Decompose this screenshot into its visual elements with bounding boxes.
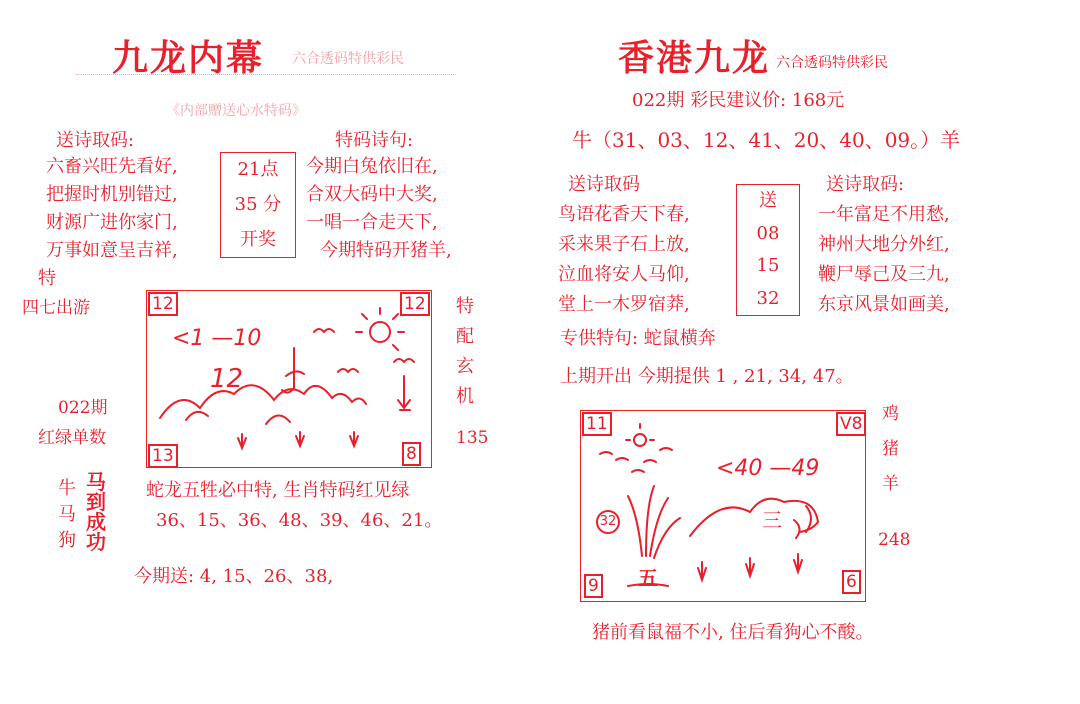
left-animals [58,478,76,552]
right-side-number: 248 [878,530,911,550]
success-char: 成 [86,510,106,534]
right-side-animals [882,404,899,495]
poem-line: 六畜兴旺先看好, [46,156,178,177]
right-subtitle: 六合透码特供彩民 [776,55,888,71]
poem-line: 一年富足不用愁, [818,204,950,225]
left-time-box [220,152,296,258]
poem-line: 神州大地分外红, [818,234,950,255]
right-bottom-line: 猪前看鼠福不小, 住后看狗心不酸。 [592,622,874,643]
poem-line: 今期白兔依旧在, [306,156,438,177]
right-cow-line: 牛（31、03、12、41、20、40、09。）羊 [572,128,961,152]
left-poem-send-label: 送诗取码: [56,130,135,151]
success-char: 马 [86,470,106,494]
poem-line: 鞭尸辱己及三九, [818,264,950,285]
poem-line: 一唱一合走天下, [306,212,438,233]
left-divider [76,74,456,75]
left-four-seven: 四七出游 [22,298,90,318]
left-send-line: 今期送: 4, 15、26、38, [134,566,334,587]
right-sketch-three: 三 [762,508,782,532]
left-corner-tr: 12 [400,292,430,316]
center-box-num: 08 [756,222,780,244]
time-draw: 开奖 [240,228,276,250]
left-title: 九龙内幕 [112,37,265,79]
left-prediction-line: 蛇龙五牲必中特, 生肖特码红见绿 [146,480,410,501]
right-corner-br: 6 [842,570,861,594]
left-side-number: 135 [456,428,489,448]
side-animal: 猪 [882,439,899,459]
poem-line: 万事如意呈吉祥, [46,240,178,261]
right-poem-send-label-right: 送诗取码: [826,174,905,195]
side-animal: 羊 [882,474,899,494]
right-poem-right [818,204,950,316]
side-char: 玄 [456,356,474,377]
left-internal-note: 《内部赠送心水特码》 [166,103,306,119]
time-minute: 35 分 [234,193,282,215]
center-box-label: 送 [759,190,777,212]
left-side-right-chars [456,296,474,408]
left-red-green: 红绿单数 [38,428,106,448]
right-sketch-circle: 32 [596,510,620,534]
side-animal: 鸡 [882,404,899,424]
left-period: 022期 [58,398,108,418]
animal: 狗 [58,530,76,551]
poem-line: 堂上一木罗宿莽, [558,294,690,315]
left-sketch-arrow-text: <1 —10 [172,326,262,351]
right-poem-send-label-left: 送诗取码 [568,174,640,195]
right-sketch-drawing [580,410,864,600]
center-box-num: 32 [756,287,780,309]
right-sketch-arrow-text: <40 —49 [716,456,820,481]
right-title: 香港九龙 [618,37,771,79]
success-char: 到 [86,490,106,514]
side-char: 特 [456,296,474,317]
poem-line: 今期特码开猪羊, [320,240,452,261]
poem-line: 泣血将安人马仰, [558,264,690,285]
time-hour: 21点 [237,159,279,181]
left-sketch-num: 12 [210,364,244,394]
side-char: 机 [456,386,474,407]
left-corner-bl: 13 [148,444,178,468]
animal: 牛 [58,478,76,499]
left-te-label: 特 [38,268,56,289]
poem-line: 把握时机别错过, [46,184,178,205]
right-center-box [736,184,800,316]
left-subtitle: 六合透码特供彩民 [292,51,404,67]
left-poem-left [46,156,178,262]
left-poem-code-label: 特码诗句: [335,130,414,151]
side-char: 配 [456,326,474,347]
success-char: 功 [86,530,106,554]
poem-line: 东京风景如画美, [818,294,950,315]
right-last-line: 上期开出 今期提供 1 , 21, 34, 47。 [560,366,854,387]
left-sketch-drawing [146,290,430,466]
right-sketch-five: 五 [638,566,658,590]
animal: 马 [58,504,76,525]
poem-line: 财源广进你家门, [46,212,178,233]
center-box-num: 15 [756,255,780,277]
right-poem-left [558,204,690,316]
left-success-stamp [86,472,106,552]
right-corner-tl: 11 [582,412,612,436]
poem-line: 合双大码中大奖, [306,184,438,205]
right-corner-tr: V8 [836,412,866,436]
left-corner-br: 8 [402,442,421,466]
left-poem-right [306,156,452,262]
poem-line: 采来果子石上放, [558,234,690,255]
right-corner-bl: 9 [584,574,603,598]
right-period-price: 022期 彩民建议价: 168元 [632,90,845,111]
poem-line: 鸟语花香天下春, [558,204,690,225]
left-corner-tl: 12 [148,292,178,316]
left-numbers-line: 36、15、36、48、39、46、21。 [156,510,443,531]
right-special-line: 专供特句: 蛇鼠横奔 [560,328,716,349]
